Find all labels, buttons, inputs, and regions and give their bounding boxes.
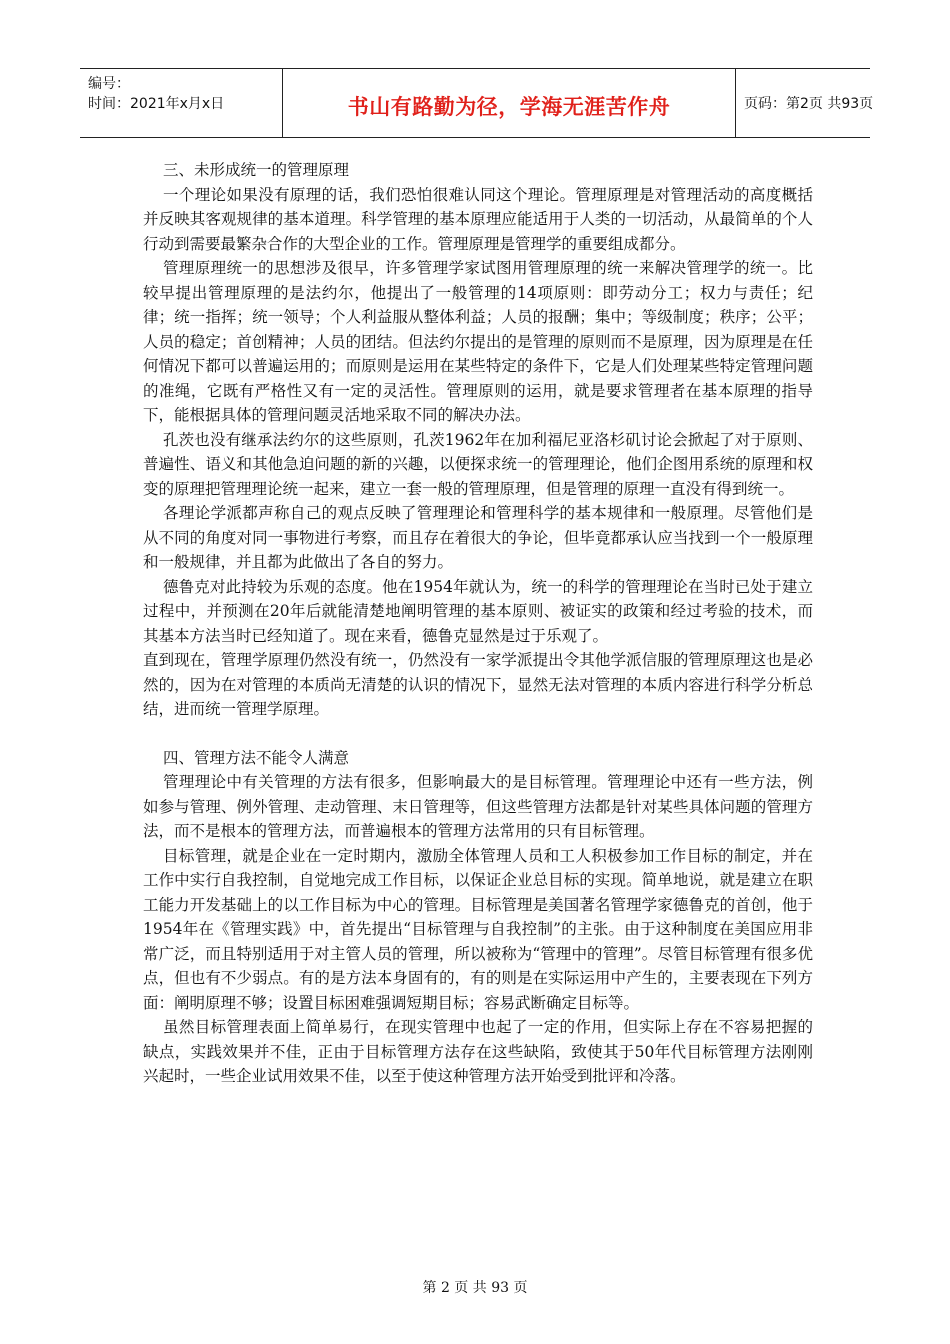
body-paragraph: 虽然目标管理表面上简单易行，在现实管理中也起了一定的作用，但实际上存在不容易把握的缺点，实践效果并不佳，正由于目标管理方法存在这些缺陷，致使其于50年代目标管理方法刚刚兴起时，一些企业试用效果不佳，以至于使这种管理方法开始受到批评和冷落。 [143, 1018, 813, 1085]
body-paragraph: 直到现在，管理学原理仍然没有统一，仍然没有一家学派提出令其他学派信服的管理原理这也是必然的，因为在对管理的本质尚无清楚的认识的情况下，显然无法对管理的本质内容进行科学分析总结，进而统一管理学原理。 [143, 651, 813, 718]
body-paragraph: 孔茨也没有继承法约尔的这些原则，孔茨1962年在加利福尼亚洛杉矶讨论会掀起了对于原则、普遍性、语义和其他急迫问题的新的兴趣，以便探求统一的管理理论，他们企图用系统的原理和权变的原理把管理理论统一起来，建立一套一般的管理原理，但是管理的原理一直没有得到统一。 [143, 430, 813, 498]
page-footer: 第 2 页 共 93 页 [422, 1280, 528, 1296]
header-page-cell [734, 69, 874, 137]
body-paragraph: 管理理论中有关管理的方法有很多，但影响最大的是目标管理。管理理论中还有一些方法，例如参与管理、例外管理、走动管理、末日管理等，但这些管理方法都是针对某些具体问题的管理方法，而不是根本的管理方法，而普遍根本的管理方法常用的只有目标管理。 [143, 773, 813, 840]
section-spacer [143, 722, 813, 746]
body-paragraph: 德鲁克对此持较为乐观的态度。他在1954年就认为，统一的科学的管理理论在当时已处于建立过程中，并预测在20年后就能清楚地阐明管理的基本原则、被证实的政策和经过考验的技术，而其基本方法当时已经知道了。现在来看，德鲁克显然是过于乐观了。 [143, 577, 813, 645]
page-header [80, 68, 874, 138]
document-body [143, 158, 813, 1089]
document-date-label: 时间：2021年x月x日 [88, 96, 225, 112]
section-heading: 四、管理方法不能令人满意 [163, 748, 350, 767]
body-paragraph: 各理论学派都声称自己的观点反映了管理理论和管理科学的基本规律和一般原理。尽管他们是从不同的角度对同一事物进行考察，而且存在着很大的争论，但毕竟都承认应当找到一个一般原理和一般规律，并且都为此做出了各自的努力。 [143, 504, 813, 571]
document-number-label: 编号： [88, 76, 130, 92]
header-page-info: 页码：第2页 共93页 [744, 96, 874, 112]
header-motto-cell [282, 69, 736, 137]
header-motto: 书山有路勤为径，学海无涯苦作舟 [347, 95, 671, 119]
section-heading: 三、未形成统一的管理原理 [163, 161, 350, 179]
header-left-cell [80, 69, 282, 137]
body-paragraph: 一个理论如果没有原理的话，我们恐怕很难认同这个理论。管理原理是对管理活动的高度概括并反映其客观规律的基本道理。科学管理的基本原理应能适用于人类的一切活动，从最简单的个人行动到需要最繁杂合作的大型企业的工作。管理原理是管理学的重要组成都分。 [143, 185, 813, 253]
body-paragraph: 管理原理统一的思想涉及很早，许多管理学家试图用管理原理的统一来解决管理学的统一。比较早提出管理原理的是法约尔，他提出了一般管理的14项原则：即劳动分工；权力与责任；纪律；统一指挥；统一领导；个人利益服从整体利益；人员的报酬；集中；等级制度；秩序；公平；人员的稳定；首创精神；人员的团结。但法约尔提出的是管理的原则而不是原理，因为原理是在任何情况下都可以普遍运用的；而原则是运用在某些特定的条件下，它是人们处理某些特定管理问题的准绳，它既有严格性又有一定的灵活性。管理原则的运用，就是要求管理者在基本原理的指导下，能根据具体的管理问题灵活地采取不同的解决办法。 [143, 259, 813, 424]
body-paragraph: 目标管理，就是企业在一定时期内，激励全体管理人员和工人积极参加工作目标的制定，并在工作中实行自我控制，自觉地完成工作目标，以保证企业总目标的实现。简单地说，就是建立在职工能力开发基础上的以工作目标为中心的管理。目标管理是美国著名管理学家德鲁克的首创，他于1954年在《管理实践》中，首先提出“目标管理与自我控制”的主张。由于这种制度在美国应用非常广泛，而且特别适用于对主管人员的管理，所以被称为“管理中的管理”。尽管目标管理有很多优点，但也有不少弱点。有的是方法本身固有的，有的则是在实际运用中产生的，主要表现在下列方面：阐明原理不够；设置目标困难强调短期目标；容易武断确定目标等。 [143, 846, 813, 1012]
